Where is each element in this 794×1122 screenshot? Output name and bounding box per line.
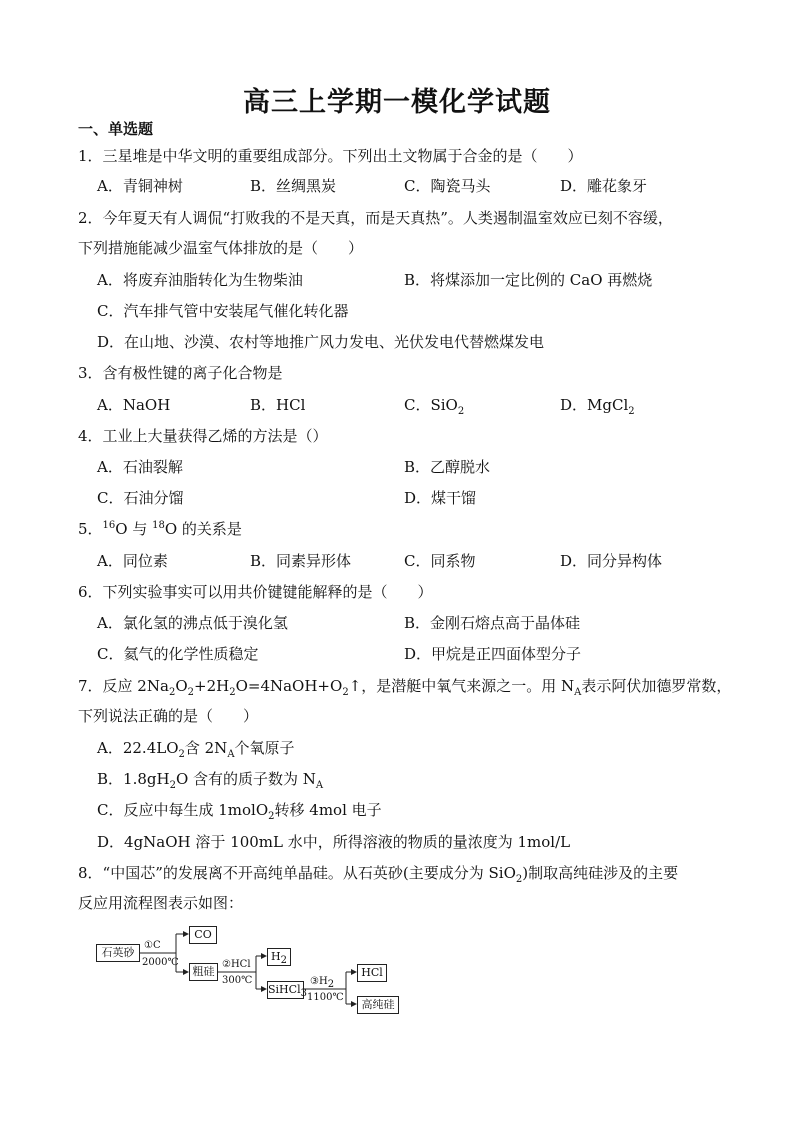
flow-step-3-condition: 1100℃ bbox=[307, 992, 344, 1003]
question-4-stem: 4．工业上大量获得乙烯的方法是（） bbox=[78, 427, 328, 445]
flow-box-co: CO bbox=[189, 926, 217, 944]
q7-option-b[interactable]: B．$1.8gH_2O$ 含有的质子数为 $N_A$ bbox=[97, 770, 324, 791]
q6-option-c[interactable]: C．氦气的化学性质稳定 bbox=[97, 645, 259, 663]
q5-option-c[interactable]: C．同系物 bbox=[404, 552, 476, 570]
page-title: 高三上学期一模化学试题 bbox=[243, 87, 551, 118]
question-1-stem: 1．三星堆是中华文明的重要组成部分。下列出土文物属于合金的是（ ） bbox=[78, 147, 583, 165]
q2-option-a[interactable]: A．将废弃油脂转化为生物柴油 bbox=[97, 271, 303, 289]
q6-option-b[interactable]: B．金刚石熔点高于晶体硅 bbox=[404, 614, 581, 632]
q4-option-d[interactable]: D．煤干馏 bbox=[404, 489, 477, 507]
section-heading: 一、单选题 bbox=[78, 120, 154, 138]
q7-option-d[interactable]: D．4gNaOH 溶于 100mL 水中，所得溶液的物质的量浓度为 1mol/L bbox=[97, 833, 571, 851]
question-3-stem: 3．含有极性键的离子化合物是 bbox=[78, 364, 283, 382]
q3-option-b[interactable]: B．HCl bbox=[250, 396, 306, 414]
q6-option-d[interactable]: D．甲烷是正四面体型分子 bbox=[404, 645, 582, 663]
flow-box-crude-silicon: 粗硅 bbox=[189, 963, 218, 981]
q1-option-c[interactable]: C．陶瓷马头 bbox=[404, 177, 491, 195]
question-7-stem-line1: 7．反应 $2Na_2O_2+2H_2O=4NaOH+O_2↑$，是潜艇中氧气来源之一。用 $N_A$表示阿伏加德罗常数， bbox=[78, 677, 732, 698]
q1-option-d[interactable]: D．雕花象牙 bbox=[560, 177, 648, 195]
q4-option-c[interactable]: C．石油分馏 bbox=[97, 489, 184, 507]
flow-box-pure-silicon: 高纯硅 bbox=[357, 996, 399, 1014]
question-2-stem-line2: 下列措施能减少温室气体排放的是（ ） bbox=[78, 239, 364, 257]
flow-box-quartz-sand: 石英砂 bbox=[96, 944, 140, 962]
q1-option-b[interactable]: B．丝绸黑炭 bbox=[250, 177, 337, 195]
q3-option-a[interactable]: A．NaOH bbox=[97, 396, 171, 414]
flow-step-1-condition: 2000℃ bbox=[142, 957, 179, 968]
q6-option-a[interactable]: A．氯化氢的沸点低于溴化氢 bbox=[97, 614, 288, 632]
question-8-stem-line2: 反应用流程图表示如图： bbox=[78, 894, 244, 912]
flow-box-sihcl3: SiHCl$_3$ bbox=[268, 983, 307, 1000]
q2-option-d[interactable]: D．在山地、沙漠、农村等地推广风力发电、光伏发电代替燃煤发电 bbox=[97, 333, 545, 351]
question-2-stem-line1: 2．今年夏天有人调侃“打败我的不是天真，而是天真热”。人类遏制温室效应已刻不容缓， bbox=[78, 209, 673, 227]
question-8-stem-line1: 8．“中国芯”的发展离不开高纯单晶硅。从石英砂(主要成分为 SiO$_2$)制取高纯硅涉及的主要 bbox=[78, 864, 679, 885]
q5-option-a[interactable]: A．同位素 bbox=[97, 552, 168, 570]
q2-option-c[interactable]: C．汽车排气管中安装尾气催化转化器 bbox=[97, 302, 349, 320]
q5-option-d[interactable]: D．同分异构体 bbox=[560, 552, 663, 570]
q2-option-b[interactable]: B．将煤添加一定比例的 CaO 再燃烧 bbox=[404, 271, 653, 289]
question-6-stem: 6．下列实验事实可以用共价键键能解释的是（ ） bbox=[78, 583, 433, 601]
question-5-stem: 5．$^{16}$O 与 $^{18}$O 的关系是 bbox=[78, 520, 242, 538]
question-7-stem-line2: 下列说法正确的是（ ） bbox=[78, 707, 259, 725]
q5-option-b[interactable]: B．同素异形体 bbox=[250, 552, 352, 570]
q4-option-b[interactable]: B．乙醇脱水 bbox=[404, 458, 491, 476]
flow-box-h2: $H_2$ bbox=[267, 948, 291, 966]
flow-step-1-label: ①C bbox=[144, 940, 161, 951]
q3-option-c[interactable]: C．SiO$_2$ bbox=[404, 396, 465, 417]
flow-box-hcl: HCl bbox=[357, 964, 387, 982]
q7-option-c[interactable]: C．反应中每生成 1molO$_2$转移 4mol 电子 bbox=[97, 801, 382, 822]
q1-option-a[interactable]: A．青铜神树 bbox=[97, 177, 183, 195]
flow-step-3-label: $③H_2$ bbox=[310, 976, 335, 990]
q4-option-a[interactable]: A．石油裂解 bbox=[97, 458, 183, 476]
process-flow-diagram bbox=[92, 922, 412, 1018]
q7-option-a[interactable]: A．$22.4LO_2$含 $2N_A$个氧原子 bbox=[97, 739, 295, 760]
q3-option-d[interactable]: D．MgCl$_2$ bbox=[560, 396, 635, 417]
flow-step-2-label: ②HCl bbox=[222, 959, 251, 970]
flow-step-2-condition: 300℃ bbox=[222, 975, 253, 986]
